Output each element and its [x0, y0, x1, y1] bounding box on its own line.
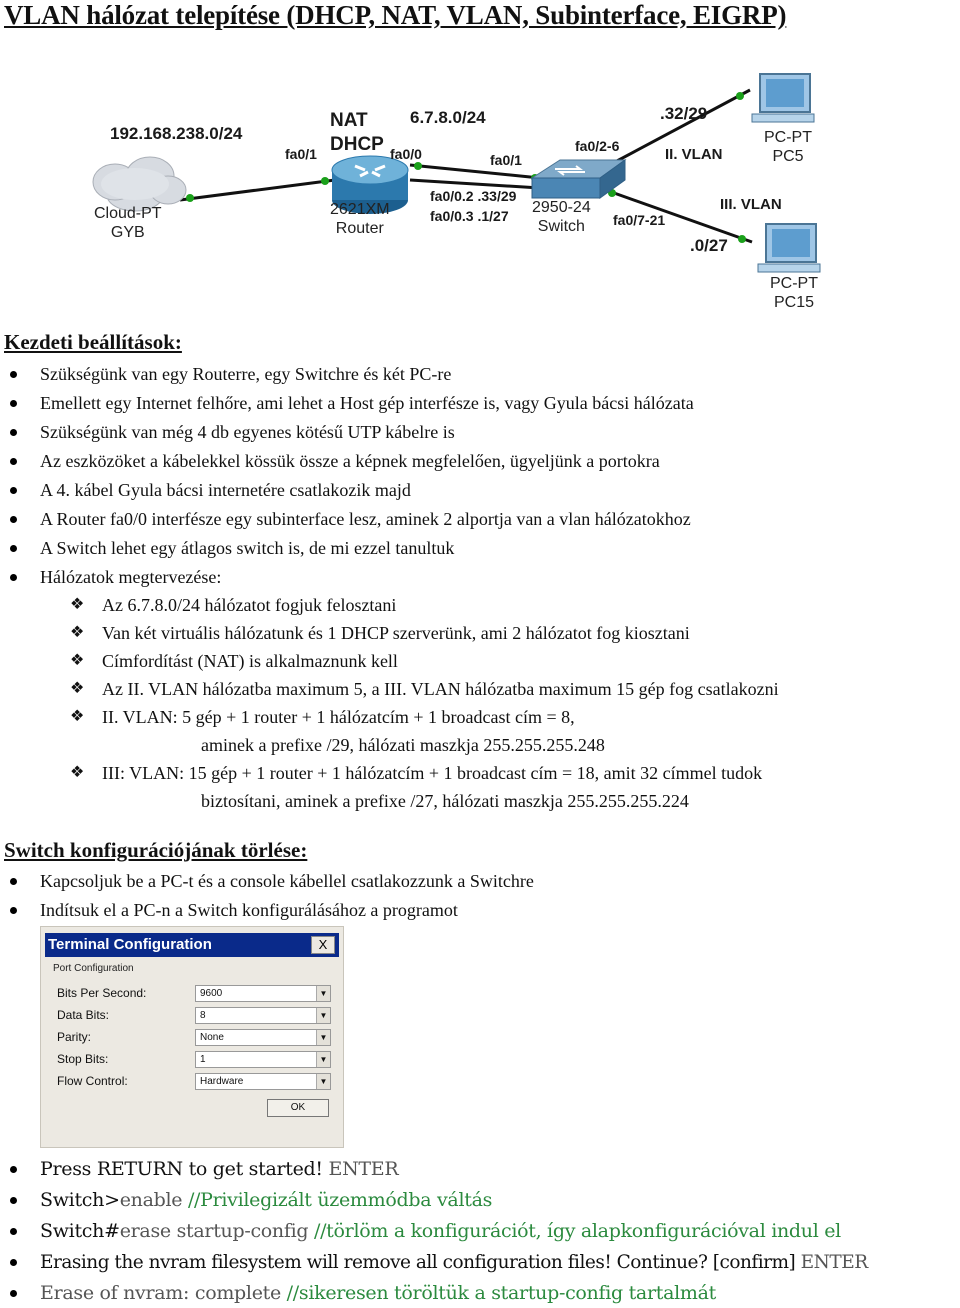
pc15-device-label: PC-PT PC15 [770, 275, 818, 311]
diamond-bullet-icon: ❖ [70, 596, 85, 613]
vlan3-network-label: .0/27 [690, 236, 728, 255]
vlan2-network-label: .32/29 [660, 104, 708, 123]
sub-list-item: ❖ Az II. VLAN hálózatba maximum 5, a III. VLAN hálózatba maximum 15 gép fog csatlakozni [0, 675, 960, 703]
flow-control-row [57, 1073, 337, 1091]
switch-reset-list [0, 867, 960, 925]
bits-per-second-select[interactable]: 9600 ▼ [195, 985, 331, 1002]
command-line: Switch#erase startup-config //törlöm a konfigurációt, így alapkonfigurációval indul el [0, 1216, 960, 1247]
chevron-down-icon: ▼ [316, 1074, 330, 1089]
field-label: Parity: [57, 1030, 92, 1044]
cloud-icon [93, 157, 186, 211]
switch-reset-heading: Switch konfigurációjának törlése: [4, 838, 308, 862]
sub-list-item: ❖ III: VLAN: 15 gép + 1 router + 1 hálózatcím + 1 broadcast cím = 18, amit 32 címmel tudok [0, 759, 960, 787]
list-item: A Router fa0/0 interfésze egy subinterface lesz, aminek 2 alportja van a vlan hálózatokhoz [0, 505, 960, 534]
cable-cloud-router [180, 180, 335, 200]
sub-list-item: ❖ Címfordítást (NAT) is alkalmaznunk kell [0, 647, 960, 675]
diamond-bullet-icon: ❖ [70, 708, 85, 725]
public-network-label: 6.7.8.0/24 [410, 108, 486, 127]
page-title: VLAN hálózat telepítése (DHCP, NAT, VLAN, Subinterface, EIGRP) [4, 0, 787, 30]
terminal-commands-list [0, 1154, 960, 1308]
data-bits-row [57, 1007, 337, 1025]
network-plan-list [0, 591, 960, 815]
subinterface-2-label: fa0/0.2 .33/29 [430, 188, 517, 204]
terminal-configuration-dialog [40, 926, 344, 1148]
parity-select[interactable]: None ▼ [195, 1029, 331, 1046]
ok-button[interactable]: OK [267, 1099, 329, 1117]
list-item: Kapcsoljuk be a PC-t és a console kábellel csatlakozzunk a Switchre [0, 867, 960, 896]
cloud-network-label: 192.168.238.0/24 [110, 124, 243, 143]
diamond-bullet-icon: ❖ [70, 624, 85, 641]
field-label: Data Bits: [57, 1008, 110, 1022]
dhcp-label: DHCP [330, 134, 384, 155]
sub-list-continuation: biztosítani, aminek a prefixe /27, hálózati maszkja 255.255.255.224 [201, 791, 689, 811]
switch-device-label: 2950-24 Switch [532, 199, 591, 235]
field-label: Bits Per Second: [57, 986, 147, 1000]
pc15-icon [758, 224, 820, 272]
cloud-device-label: Cloud-PT GYB [94, 205, 162, 241]
chevron-down-icon: ▼ [316, 1052, 330, 1067]
close-button[interactable]: X [311, 936, 335, 954]
chevron-down-icon: ▼ [316, 1008, 330, 1023]
network-diagram [80, 60, 860, 320]
initial-settings-list [0, 360, 960, 592]
pc5-device-label: PC-PT PC5 [764, 129, 812, 165]
command-line: Press RETURN to get started! ENTER [0, 1154, 960, 1185]
stop-bits-select[interactable]: 1 ▼ [195, 1051, 331, 1068]
vlan3-label: III. VLAN [720, 196, 782, 213]
command-line: Erase of nvram: complete //sikeresen töröltük a startup-config tartalmát [0, 1278, 960, 1308]
switch-fa01-label: fa0/1 [490, 152, 522, 168]
list-item: Indítsuk el a PC-n a Switch konfigurálásához a programot [0, 896, 960, 925]
sub-list-item: ❖ II. VLAN: 5 gép + 1 router + 1 hálózatcím + 1 broadcast cím = 8, [0, 703, 960, 731]
list-item: Az eszközöket a kábelekkel kössük össze a képnek megfelelően, ügyeljünk a portokra [0, 447, 960, 476]
list-item: Szükségünk van még 4 db egyenes kötésű UTP kábelre is [0, 418, 960, 447]
field-label: Flow Control: [57, 1074, 128, 1088]
dialog-titlebar [45, 933, 339, 957]
field-label: Stop Bits: [57, 1052, 109, 1066]
switch-fa07-21-label: fa0/7-21 [613, 212, 666, 228]
diamond-bullet-icon: ❖ [70, 764, 85, 781]
chevron-down-icon: ▼ [316, 1030, 330, 1045]
sub-list-continuation: aminek a prefixe /29, hálózati maszkja 255.255.255.248 [201, 735, 605, 755]
list-item: Emellett egy Internet felhőre, ami lehet a Host gép interfésze is, vagy Gyula bácsi hálózata [0, 389, 960, 418]
dialog-title: Terminal Configuration [48, 936, 212, 953]
list-item: A Switch lehet egy átlagos switch is, de mi ezzel tanultuk [0, 534, 960, 563]
sub-list-item: ❖ Van két virtuális hálózatunk és 1 DHCP szerverünk, ami 2 hálózatot fog kiosztani [0, 619, 960, 647]
list-item: A 4. kábel Gyula bácsi internetére csatlakozik majd [0, 476, 960, 505]
router-fa01-label: fa0/1 [285, 146, 317, 162]
sub-list-item: ❖ Az 6.7.8.0/24 hálózatot fogjuk felosztani [0, 591, 960, 619]
nat-label: NAT [330, 110, 368, 131]
subinterface-3-label: fa0/0.3 .1/27 [430, 208, 509, 224]
cable-router-switch [410, 180, 540, 188]
list-item: Szükségünk van egy Routerre, egy Switchre és két PC-re [0, 360, 960, 389]
vlan2-label: II. VLAN [665, 146, 723, 163]
router-device-label: 2621XM Router [330, 201, 390, 237]
parity-row [57, 1029, 337, 1047]
diamond-bullet-icon: ❖ [70, 652, 85, 669]
data-bits-select[interactable]: 8 ▼ [195, 1007, 331, 1024]
chevron-down-icon: ▼ [316, 986, 330, 1001]
list-item: Hálózatok megtervezése: [0, 563, 960, 592]
switch-fa02-6-label: fa0/2-6 [575, 138, 620, 154]
pc5-icon [752, 74, 814, 122]
command-line: Switch>enable //Privilegizált üzemmódba váltás [0, 1185, 960, 1216]
initial-settings-heading: Kezdeti beállítások: [4, 330, 182, 354]
port-configuration-label: Port Configuration [53, 963, 134, 974]
router-fa00-label: fa0/0 [390, 146, 422, 162]
flow-control-select[interactable]: Hardware ▼ [195, 1073, 331, 1090]
bits-per-second-row [57, 985, 337, 1003]
diamond-bullet-icon: ❖ [70, 680, 85, 697]
stop-bits-row [57, 1051, 337, 1069]
command-line: Erasing the nvram filesystem will remove all configuration files! Continue? [confirm] ENTER [0, 1247, 960, 1278]
